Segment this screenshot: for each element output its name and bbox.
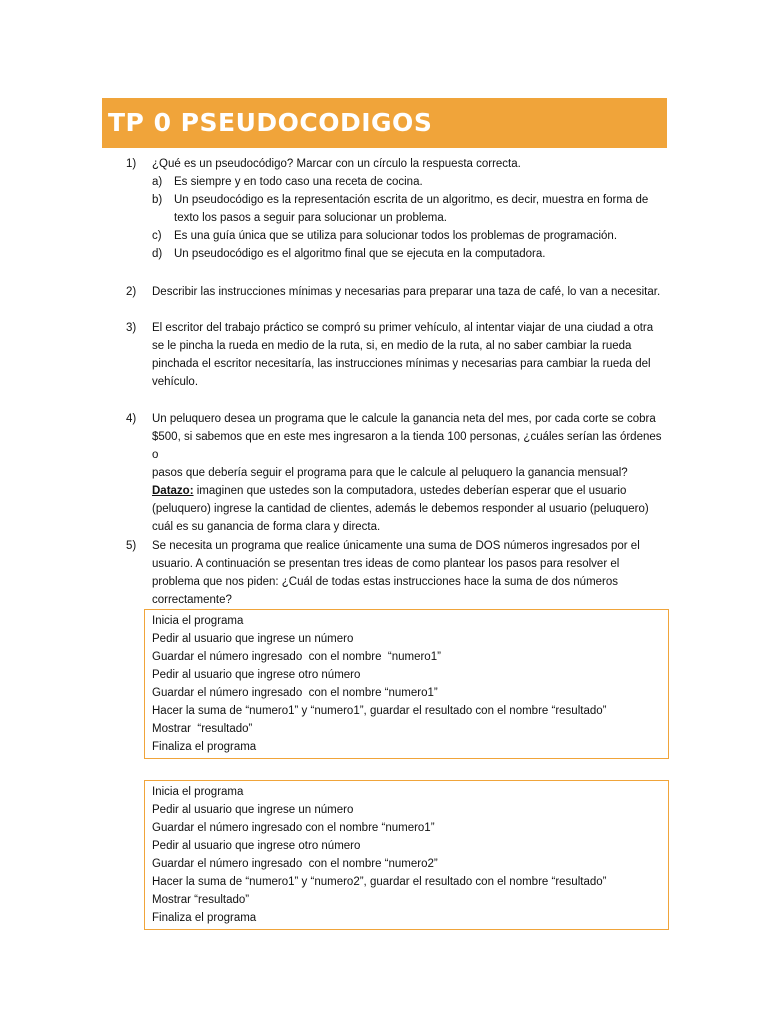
question-5 bbox=[126, 537, 666, 609]
question-4 bbox=[126, 410, 666, 536]
pseudocode-line: Guardar el número ingresado con el nombre “numero1” bbox=[152, 822, 435, 834]
option-letter: c) bbox=[152, 230, 162, 242]
pseudocode-line: Guardar el número ingresado con el nombre “numero1” bbox=[152, 651, 441, 663]
pseudocode-line: Pedir al usuario que ingrese otro número bbox=[152, 840, 361, 852]
question-text: problema que nos piden: ¿Cuál de todas estas instrucciones hace la suma de dos números bbox=[152, 576, 619, 588]
option-text: Un pseudocódigo es la representación escrita de un algoritmo, es decir, muestra en forma de bbox=[174, 194, 649, 206]
question-text: pasos que debería seguir el programa para que le calcule al peluquero la ganancia mensual? bbox=[152, 467, 628, 479]
pseudocode-line: Inicia el programa bbox=[152, 786, 244, 798]
question-text: El escritor del trabajo práctico se compró su primer vehículo, al intentar viajar de una ciudad a otra bbox=[152, 322, 654, 334]
question-number: 2) bbox=[126, 286, 137, 298]
title-banner bbox=[102, 98, 667, 148]
pseudocode-line: Hacer la suma de “numero1” y “numero2”, guardar el resultado con el nombre “resultado” bbox=[152, 876, 607, 888]
pseudocode-line: Mostrar “resultado” bbox=[152, 723, 253, 735]
pseudocode-line: Hacer la suma de “numero1” y “numero1”, guardar el resultado con el nombre “resultado” bbox=[152, 705, 607, 717]
question-text: cuál es su ganancia de forma clara y directa. bbox=[152, 521, 381, 533]
option-letter: a) bbox=[152, 176, 163, 188]
option-text: Es una guía única que se utiliza para solucionar todos los problemas de programación. bbox=[174, 230, 618, 242]
question-1 bbox=[126, 155, 666, 263]
datazo-text: imaginen que ustedes son la computadora, ustedes deberían esperar que el usuario bbox=[193, 485, 627, 497]
option-text: Es siempre y en todo caso una receta de cocina. bbox=[174, 176, 423, 188]
question-text: Describir las instrucciones mínimas y necesarias para preparar una taza de café, lo van a necesitar. bbox=[152, 286, 661, 298]
option-letter: b) bbox=[152, 194, 163, 206]
question-2 bbox=[126, 283, 666, 301]
pseudocode-line: Pedir al usuario que ingrese otro número bbox=[152, 669, 361, 681]
option-b bbox=[152, 191, 666, 227]
question-3 bbox=[126, 319, 666, 391]
pseudocode-line: Finaliza el programa bbox=[152, 741, 257, 753]
pseudocode-line: Finaliza el programa bbox=[152, 912, 257, 924]
question-text: se le pincha la rueda en medio de la ruta, si, en medio de la ruta, al no saber cambiar la rueda bbox=[152, 340, 632, 352]
question-text: Se necesita un programa que realice únicamente una suma de DOS números ingresados por el bbox=[152, 540, 640, 552]
question-text: Un peluquero desea un programa que le calcule la ganancia neta del mes, por cada corte se cobra bbox=[152, 413, 656, 425]
pseudocode-box-2 bbox=[144, 780, 669, 930]
question-text: (peluquero) ingrese la cantidad de clientes, además le debemos responder al usuario (peluquero) bbox=[152, 503, 649, 515]
pseudocode-box-1 bbox=[144, 609, 669, 759]
pseudocode-line: Mostrar “resultado” bbox=[152, 894, 250, 906]
question-number: 4) bbox=[126, 413, 137, 425]
pseudocode-line: Pedir al usuario que ingrese un número bbox=[152, 804, 354, 816]
question-number: 1) bbox=[126, 158, 137, 170]
datazo-label: Datazo: bbox=[152, 485, 194, 497]
option-d bbox=[152, 245, 666, 263]
datazo-line bbox=[152, 482, 666, 500]
pseudocode-line: Inicia el programa bbox=[152, 615, 244, 627]
pseudocode-line: Guardar el número ingresado con el nombre “numero2” bbox=[152, 858, 438, 870]
option-letter: d) bbox=[152, 248, 163, 260]
pseudocode-line: Guardar el número ingresado con el nombre “numero1” bbox=[152, 687, 438, 699]
question-text: vehículo. bbox=[152, 376, 199, 388]
option-a bbox=[152, 173, 666, 191]
question-text: ¿Qué es un pseudocódigo? Marcar con un círculo la respuesta correcta. bbox=[152, 158, 521, 170]
option-text: Un pseudocódigo es el algoritmo final que se ejecuta en la computadora. bbox=[174, 248, 546, 260]
option-text: texto los pasos a seguir para solucionar un problema. bbox=[174, 212, 447, 224]
question-number: 5) bbox=[126, 540, 137, 552]
page-title: TP 0 PSEUDOCODIGOS bbox=[108, 108, 433, 137]
question-number: 3) bbox=[126, 322, 137, 334]
question-text: correctamente? bbox=[152, 594, 232, 606]
question-text: pinchada el escritor necesitaría, las instrucciones mínimas y necesarias para cambiar la rueda del bbox=[152, 358, 651, 370]
question-text: $500, si sabemos que en este mes ingresaron a la tienda 100 personas, ¿cuáles serían las órdenes o bbox=[152, 431, 662, 461]
pseudocode-line: Pedir al usuario que ingrese un número bbox=[152, 633, 354, 645]
option-c bbox=[152, 227, 666, 245]
question-text: usuario. A continuación se presentan tres ideas de como plantear los pasos para resolver el bbox=[152, 558, 620, 570]
